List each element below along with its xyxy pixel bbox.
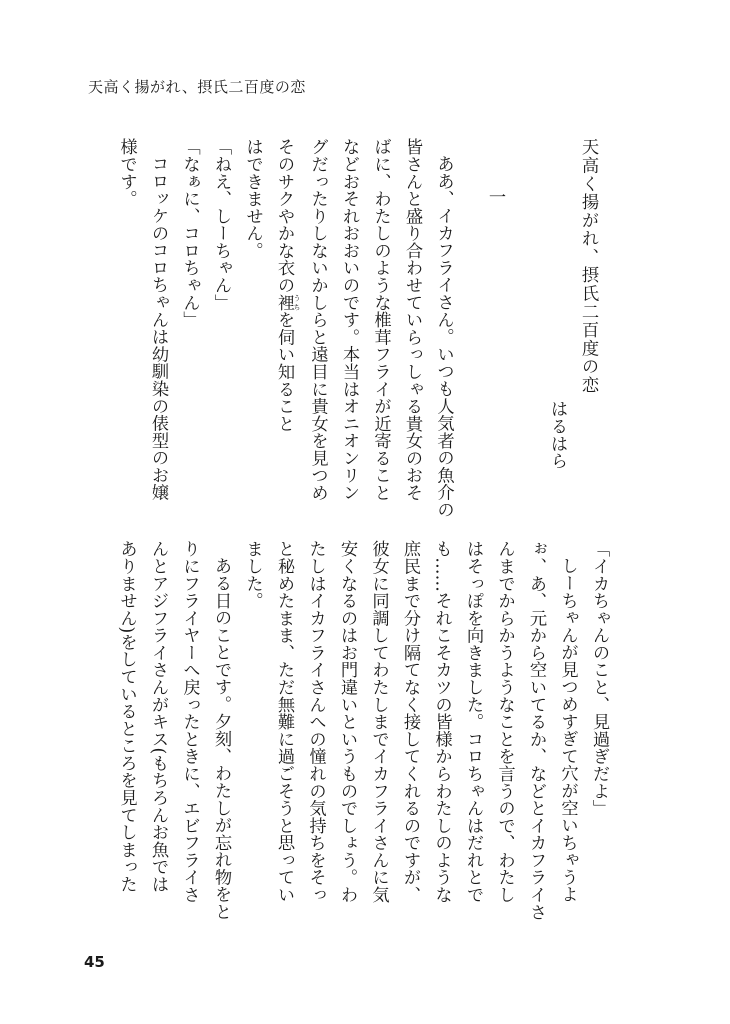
body-top-block xyxy=(110,138,459,518)
body-line: ありません)をしているところを見てしまった xyxy=(116,540,137,893)
body-line: はそっぽを向きました。コロちゃんはだれとで xyxy=(463,540,483,904)
body-line: 様です。 xyxy=(116,138,137,208)
body-line: と秘めたまま、ただ無難に過ごそうと思ってい xyxy=(274,540,294,904)
body-line: などおそれおおいのです。本当はオニオンリン xyxy=(339,138,359,502)
body-line: ああ、イカフライさん。いつも人気者の魚介の xyxy=(433,155,454,519)
chapter-number: 一 xyxy=(485,188,505,206)
body-line: んまでからかうようなことを言うので、わたし xyxy=(494,540,515,904)
body-line: 庶民まで分け隔てなく接してくれるのですが、 xyxy=(400,540,420,904)
body-line: ばに、わたしのような椎茸フライが近寄ること xyxy=(370,138,391,502)
body-line: 彼女に同調してわたしまでイカフライさんに気 xyxy=(368,540,389,904)
body-line: んとアジフライさんがキス(もちろんお魚では xyxy=(148,540,168,893)
body-line: たしはイカフライさんへの憧れの気持ちをそっ xyxy=(305,540,326,904)
body-line: ました。 xyxy=(242,540,263,610)
body-line: ある日のことです。夕刻、わたしが忘れ物をと xyxy=(211,557,231,921)
body-line: りにフライヤーへ戻ったときに、エビフライさ xyxy=(179,540,200,904)
body-line: 「なぁに、コロちゃん」 xyxy=(179,138,200,329)
body-line: 安くなるのはお門違いというものでしょう。わ xyxy=(337,540,357,904)
body-line: 皆さんと盛り合わせていらっしゃる貴女のおそ xyxy=(402,138,422,502)
running-head: 天高く揚がれ、摂氏二百度の恋 xyxy=(88,78,306,96)
body-bottom-block xyxy=(110,540,614,920)
body-line-with-ruby: そのサクやかな衣の裡 うちを伺い知ること xyxy=(274,138,301,432)
page-number: 45 xyxy=(84,953,105,971)
body-line: ぉ、あ、元から空いてるか、などとイカフライさ xyxy=(526,540,546,921)
body-line: グだったりしないかしらと遠目に貴女を見つめ xyxy=(307,138,328,502)
ruby-word: 裡 うち xyxy=(274,293,301,311)
body-line: しーちゃんが見つめすぎて穴が空いちゃうよ xyxy=(557,557,578,903)
body-line: も……それこそカツの皆様からわたしのような xyxy=(431,540,452,904)
body-line: はできません。 xyxy=(242,138,263,260)
body-line: 「ねえ、しーちゃん」 xyxy=(211,138,231,311)
body-line: コロッケのコロちゃんは幼馴染の俵型のお嬢 xyxy=(148,155,168,501)
author-name: はるはら xyxy=(547,400,567,470)
body-line: 「イカちゃんのこと、見過ぎだよ」 xyxy=(589,540,609,817)
story-title: 天高く揚がれ、摂氏二百度の恋 xyxy=(578,138,598,395)
